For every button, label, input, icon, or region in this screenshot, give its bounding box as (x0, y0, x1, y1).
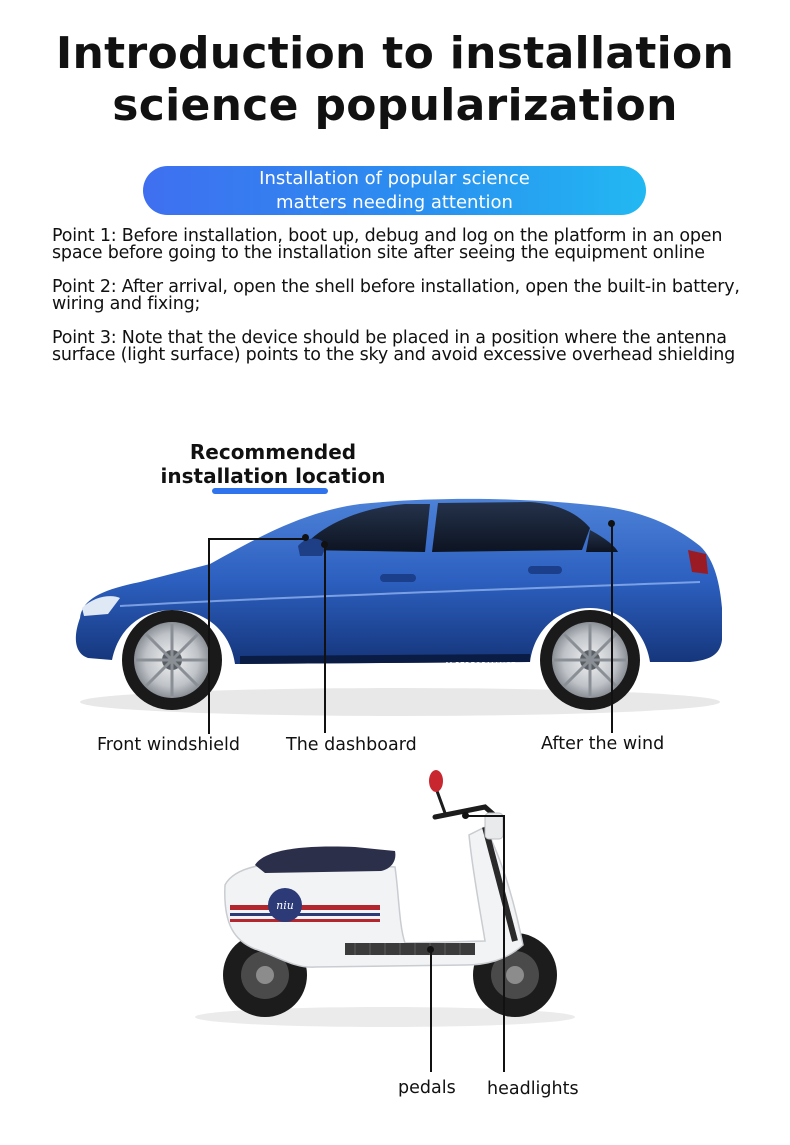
recommended-heading-line1: Recommended (189, 440, 357, 464)
headlights-dot (462, 812, 469, 819)
label-after-wind: After the wind (541, 734, 665, 754)
recommended-heading-line2: installation location (160, 464, 386, 488)
page-title-line1: Introduction to installation (55, 28, 735, 79)
label-dashboard: The dashboard (286, 735, 417, 755)
headlights-callout-h (466, 815, 504, 817)
page-title (0, 28, 790, 132)
pedals-callout-v (430, 950, 432, 1072)
headlights-callout-v (503, 815, 505, 1072)
recommended-heading (150, 440, 396, 488)
attention-banner-line2: matters needing attention (276, 192, 513, 213)
label-headlights: headlights (487, 1079, 579, 1099)
pedals-dot (427, 946, 434, 953)
car-image (60, 490, 730, 720)
scooter-image (185, 765, 580, 1035)
point-3: Point 3: Note that the device should be placed in a position where the antenna surface (light surface) points to the sky and avoid excessive overhead shielding (52, 328, 736, 365)
page-title-line2: science popularization (112, 80, 678, 131)
label-front-windshield: Front windshield (97, 735, 241, 755)
attention-banner (143, 166, 646, 215)
front-windshield-callout-h (208, 538, 306, 540)
point-1: Point 1: Before installation, boot up, debug and log on the platform in an open space before going to the installation site after seeing the equipment online (52, 226, 723, 263)
label-pedals: pedals (398, 1078, 456, 1098)
after-wind-callout-v (611, 524, 613, 733)
scooter-badge-text: niu (276, 899, 294, 912)
front-windshield-callout-v (208, 538, 210, 734)
car-badge-text: M PERFORMANCE (445, 661, 516, 670)
points-list (52, 228, 752, 381)
after-wind-dot (608, 520, 615, 527)
point-2: Point 2: After arrival, open the shell before installation, open the built-in battery, wiring and fixing; (52, 277, 740, 314)
dashboard-callout-v (324, 545, 326, 733)
front-windshield-dot (302, 534, 309, 541)
attention-banner-line1: Installation of popular science (259, 168, 530, 189)
dashboard-dot (321, 541, 328, 548)
